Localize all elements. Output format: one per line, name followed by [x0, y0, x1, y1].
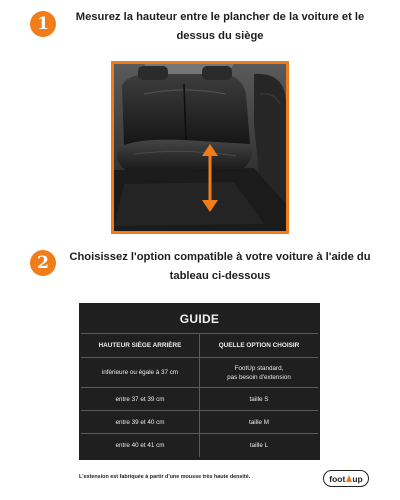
logo-icon	[346, 475, 352, 482]
step-2-line-1: Choisissez l'option compatible à votre voiture à l'aide du	[69, 251, 371, 263]
guide-header-row	[81, 334, 318, 358]
footnote: L'extension est fabriquée à partir d'une mousse très haute densité.	[79, 474, 251, 480]
guide-table	[79, 303, 320, 460]
step-1-instruction	[62, 8, 378, 46]
logo-text-right: up	[352, 473, 363, 484]
step-2-instruction	[62, 248, 378, 286]
footup-logo	[323, 470, 369, 487]
table-row	[81, 388, 318, 411]
step-1-number: 1	[37, 14, 49, 34]
step-2-number: 2	[37, 253, 49, 273]
row-1-option-line-2: pas besoin d'extension	[227, 373, 291, 381]
row-4-height: entre 40 et 41 cm	[115, 442, 165, 449]
row-1-height: inférieure ou égale à 37 cm	[101, 369, 179, 376]
row-3-height: entre 39 et 40 cm	[115, 418, 165, 426]
row-1-option	[199, 358, 318, 387]
table-row	[81, 411, 318, 434]
step-1-line-1: Mesurez la hauteur entre le plancher de la voiture et le	[75, 11, 365, 23]
car-rear-seat-illustration	[114, 64, 286, 231]
step-1-line-2: dessus du siège	[176, 30, 264, 42]
step-1-badge	[30, 11, 56, 37]
row-4-option: taille L	[199, 434, 318, 457]
table-row	[81, 434, 318, 457]
car-seat-photo	[111, 61, 289, 234]
row-3-option: taille M	[199, 411, 318, 433]
step-2-badge	[30, 250, 56, 276]
row-1-option-line-1: FootUp standard,	[234, 364, 284, 372]
table-row	[81, 358, 318, 388]
logo-text-left: foot	[329, 473, 346, 484]
row-2-option: taille S	[199, 388, 318, 410]
step-2-line-2: tableau ci-dessous	[169, 270, 271, 282]
guide-title: GUIDE	[81, 305, 318, 334]
header-seat-height: HAUTEUR SIÈGE ARRIÈRE	[98, 342, 182, 349]
row-2-height: entre 37 et 39 cm	[115, 395, 165, 403]
header-option: QUELLE OPTION CHOISIR	[199, 334, 318, 357]
